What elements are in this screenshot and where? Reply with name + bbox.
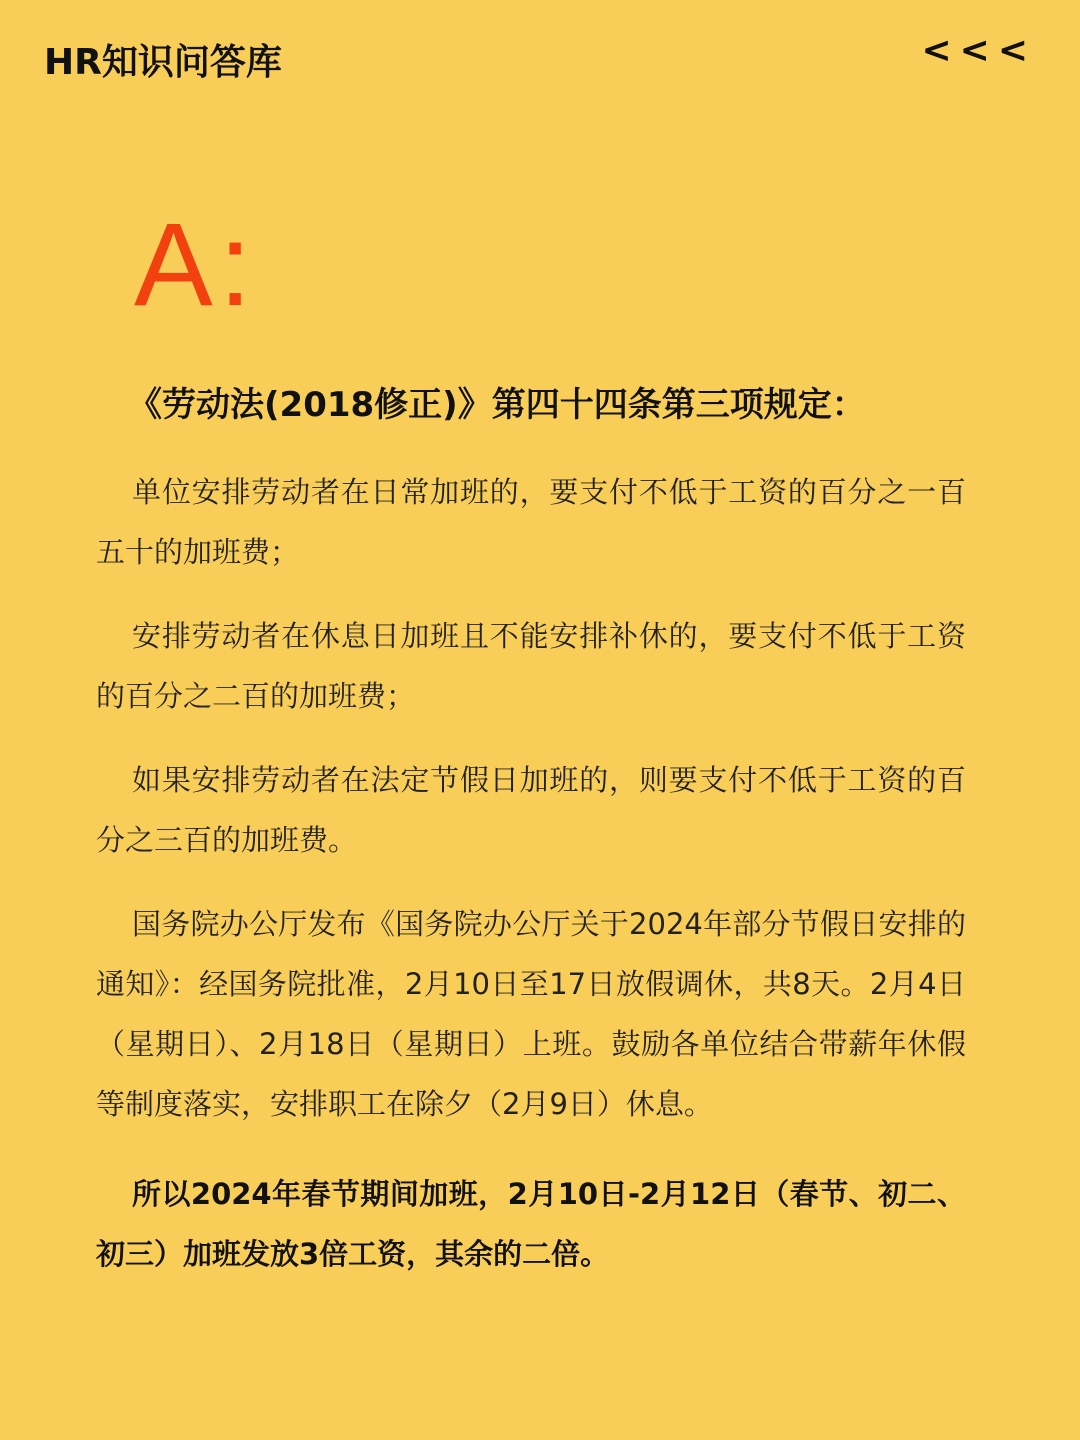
paragraph-holiday-overtime: 如果安排劳动者在法定节假日加班的，则要支付不低于工资的百分之三百的加班费。 xyxy=(96,763,966,857)
answer-label: A: xyxy=(134,199,258,331)
conclusion-text: 所以2024年春节期间加班，2月10日-2月12日（春节、初二、初三）加班发放3倍工资，其余的二倍。 xyxy=(96,1177,966,1271)
paragraph-2024-holiday-notice: 国务院办公厅发布《国务院办公厅关于2024年部分节假日安排的通知》：经国务院批准，2月10日至17日放假调休，共8天。2月4日（星期日）、2月18日（星期日）上班。鼓励各单位结合带薪年休假等制度落实，安排职工在除夕（2月9日）休息。 xyxy=(96,907,966,1121)
page-title: HR知识问答库 xyxy=(44,42,282,83)
paragraph-rest-day-overtime: 安排劳动者在休息日加班且不能安排补休的，要支付不低于工资的百分之二百的加班费； xyxy=(96,619,966,713)
answer-body xyxy=(96,376,966,1284)
law-heading: 《劳动法(2018修正)》第四十四条第三项规定： xyxy=(128,385,866,425)
paragraph-daily-overtime: 单位安排劳动者在日常加班的，要支付不低于工资的百分之一百五十的加班费； xyxy=(96,475,966,569)
back-chevron-icon[interactable]: <<< xyxy=(921,30,1036,71)
